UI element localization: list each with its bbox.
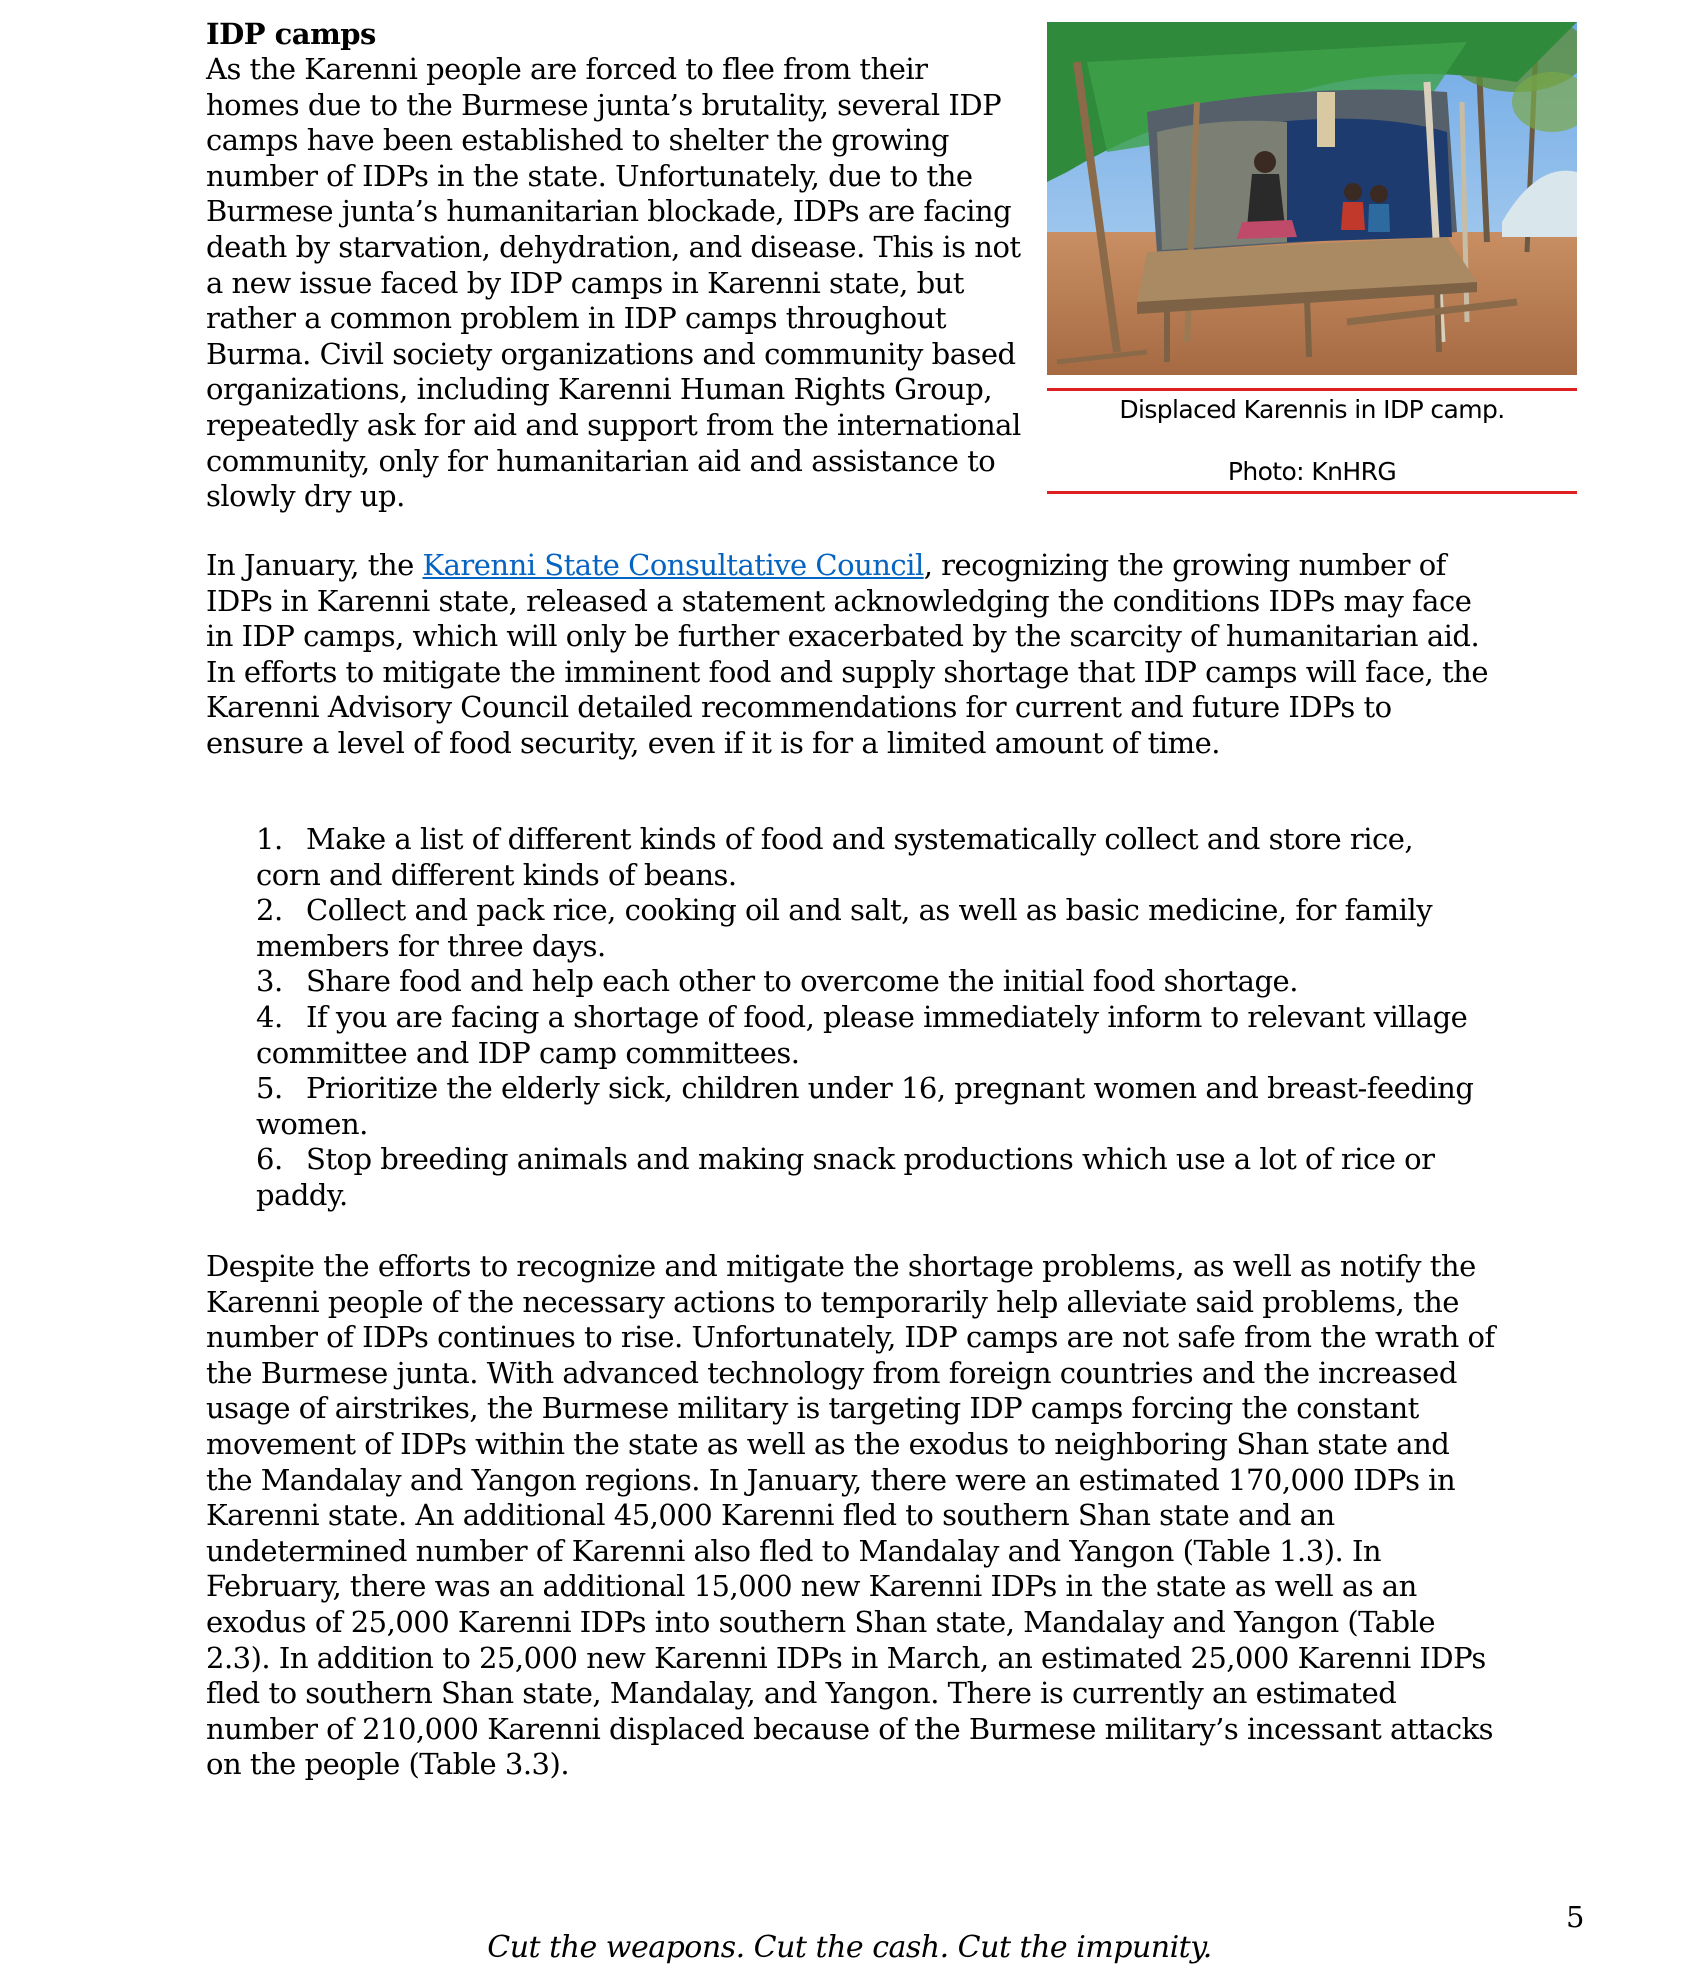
caption-rule-top (1047, 388, 1577, 391)
list-item (256, 1071, 1476, 1142)
intro-paragraph: As the Karenni people are forced to flee from their homes due to the Burmese junta’s brutality, several IDP camps have been established to shelter the growing number of IDPs in the state. Unfortunately, due to the Burmese junta’s humanitarian blockade, IDPs are facing death by starvation, dehydration, and disease. This is not a new issue faced by IDP camps in Karenni state, but rather a common problem in IDP camps throughout Burma. Civil society organizations and community based organizations, including Karenni Human Rights Group, repeatedly ask for aid and support from the international community, only for humanitarian aid and assistance to slowly dry up. (206, 52, 1021, 514)
displacement-paragraph: Despite the efforts to recognize and mitigate the shortage problems, as well as notify the Karenni people of the necessary actions to temporarily help alleviate said problems, the number of IDPs continues to rise. Unfortunately, IDP camps are not safe from the wrath of the Burmese junta. With advanced technology from foreign countries and the increased usage of airstrikes, the Burmese military is targeting IDP camps forcing the constant movement of IDPs within the state as well as the exodus to neighboring Shan state and the Mandalay and Yangon regions. In January, there were an estimated 170,000 IDPs in Karenni state. An additional 45,000 Karenni fled to southern Shan state and an undetermined number of Karenni also fled to Mandalay and Yangon (Table 1.3). In February, there was an additional 15,000 new Karenni IDPs in the state as well as an exodus of 25,000 Karenni IDPs into southern Shan state, Mandalay and Yangon (Table 2.3). In addition to 25,000 new Karenni IDPs in March, an estimated 25,000 Karenni IDPs fled to southern Shan state, Mandalay, and Yangon. There is currently an estimated number of 210,000 Karenni displaced because of the Burmese military’s incessant attacks on the people (Table 3.3). (206, 1249, 1495, 1782)
caption-rule-bottom (1047, 491, 1577, 494)
list-item-number: 3. (256, 964, 283, 999)
list-item-text: Stop breeding animals and making snack productions which use a lot of rice or paddy. (256, 1142, 1435, 1212)
photo-caption: Displaced Karennis in IDP camp. (1119, 395, 1505, 424)
idp-camp-photo (1047, 22, 1577, 375)
list-item-text: If you are facing a shortage of food, please immediately inform to relevant village committee and IDP camp committees. (256, 999, 1468, 1070)
list-item-text: Share food and help each other to overcome the initial food shortage. (306, 964, 1298, 999)
photo-credit: Photo: KnHRG (1227, 457, 1397, 486)
para2-lead-text: In January, the (206, 548, 423, 582)
para2-body-text: , recognizing the growing number of IDPs in Karenni state, released a statement acknowledging the conditions IDPs may face in IDP camps, which will only be further exacerbated by the scarcity of humanitarian aid. In efforts to mitigate the imminent food and supply shortage that IDP camps will face, the Karenni Advisory Council detailed recommendations for current and future IDPs to ensure a level of food security, even if it is for a limited amount of time. (206, 548, 1488, 760)
list-item-text: Collect and pack rice, cooking oil and salt, as well as basic medicine, for family members for three days. (256, 893, 1433, 963)
page-number: 5 (1566, 1900, 1585, 1934)
list-item-number: 5. (256, 1071, 283, 1106)
list-item-text: Prioritize the elderly sick, children under 16, pregnant women and breast-feeding women. (256, 1071, 1474, 1141)
list-item-number: 4. (256, 999, 283, 1034)
footer-tagline: Cut the weapons. Cut the cash. Cut the impunity. (487, 1930, 1212, 1965)
list-item-text: Make a list of different kinds of food and systematically collect and store rice, corn and different kinds of beans. (256, 822, 1414, 892)
list-item-number: 6. (256, 1142, 283, 1177)
list-item-number: 1. (256, 822, 283, 856)
section-heading: IDP camps (206, 17, 376, 51)
karenni-council-link[interactable]: Karenni State Consultative Council (422, 548, 924, 582)
list-item-number: 2. (256, 893, 283, 928)
council-paragraph (206, 548, 1496, 762)
recommendations-list (256, 822, 1476, 1214)
list-item (256, 822, 1476, 893)
list-item (256, 964, 1476, 1000)
list-item (256, 1000, 1476, 1071)
list-item (256, 1142, 1476, 1213)
list-item (256, 893, 1476, 964)
